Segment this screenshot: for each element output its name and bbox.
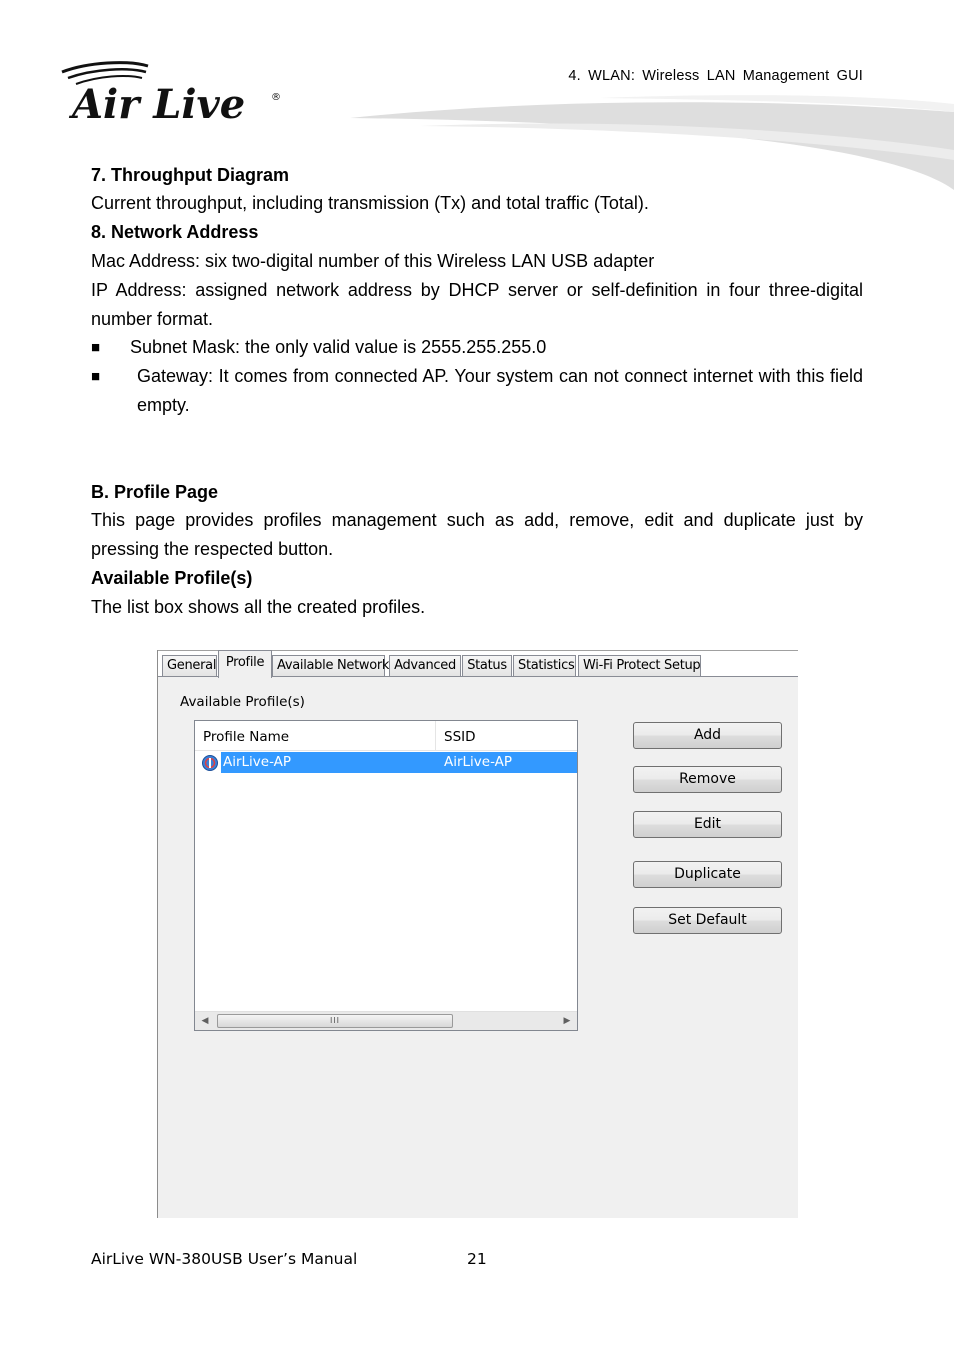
bullet-marker: ■: [91, 368, 101, 385]
available-profiles-heading: Available Profile(s): [91, 568, 253, 588]
section-b-body: This page provides profiles management such as add, remove, edit and duplicate just by pressing the respected button.: [91, 510, 863, 559]
section-7-title: 7. Throughput Diagram: [91, 165, 289, 185]
airlive-logo-graphic: [58, 58, 288, 122]
available-profiles-label: Available Profile(s): [180, 694, 305, 710]
footer-manual-title: AirLive WN-380USB User’s Manual: [91, 1250, 358, 1268]
column-header-ssid[interactable]: SSID: [444, 729, 476, 745]
page-number: 21: [467, 1250, 487, 1268]
mac-address-text: Mac Address: six two-digital number of this Wireless LAN USB adapter: [91, 251, 655, 271]
list-item[interactable]: [195, 752, 577, 773]
duplicate-button[interactable]: Duplicate: [633, 861, 782, 888]
ip-address-text: IP Address: assigned network address by DHCP server or self-definition in four three-digital number format.: [91, 280, 863, 329]
section-7-body: Current throughput, including transmission (Tx) and total traffic (Total).: [91, 193, 649, 213]
tab-available-network[interactable]: Available Network: [272, 655, 385, 676]
profile-list[interactable]: [194, 720, 578, 1031]
svg-text:Air Live: Air Live: [72, 81, 246, 122]
scroll-left-arrow-icon[interactable]: ◀: [201, 1016, 209, 1026]
scroll-right-arrow-icon[interactable]: ▶: [563, 1016, 571, 1026]
gateway-text: Gateway: It comes from connected AP. Your system can not connect internet with this field empty.: [137, 366, 863, 415]
scroll-thumb[interactable]: III: [217, 1014, 453, 1028]
row-ssid: AirLive-AP: [444, 754, 513, 770]
tab-wifi-protect-setup[interactable]: Wi-Fi Protect Setup: [578, 655, 701, 676]
profile-page-screenshot: [157, 650, 798, 1218]
set-default-button[interactable]: Set Default: [633, 907, 782, 934]
list-header: [195, 721, 577, 751]
tab-advanced[interactable]: Advanced: [389, 655, 461, 676]
airlive-logo: [58, 58, 288, 127]
section-b-title: B. Profile Page: [91, 482, 219, 502]
chapter-heading: 4. WLAN: Wireless LAN Management GUI: [568, 68, 863, 84]
column-header-profile-name[interactable]: Profile Name: [203, 729, 290, 745]
horizontal-scrollbar[interactable]: [195, 1011, 577, 1030]
subnet-mask-text: Subnet Mask: the only valid value is 2555.255.255.0: [130, 337, 547, 357]
tab-status[interactable]: Status: [462, 655, 512, 676]
tab-statistics[interactable]: Statistics: [513, 655, 576, 676]
available-profiles-body: The list box shows all the created profiles.: [91, 597, 426, 617]
tab-general[interactable]: General: [162, 655, 217, 676]
profile-icon: [201, 754, 219, 772]
remove-button[interactable]: Remove: [633, 766, 782, 793]
bullet-marker: ■: [91, 339, 101, 356]
add-button[interactable]: Add: [633, 722, 782, 749]
section-8-title: 8. Network Address: [91, 222, 259, 242]
edit-button[interactable]: Edit: [633, 811, 782, 838]
svg-text:®: ®: [271, 92, 281, 103]
row-profile-name: AirLive-AP: [223, 754, 292, 770]
tab-profile[interactable]: Profile: [218, 650, 272, 678]
